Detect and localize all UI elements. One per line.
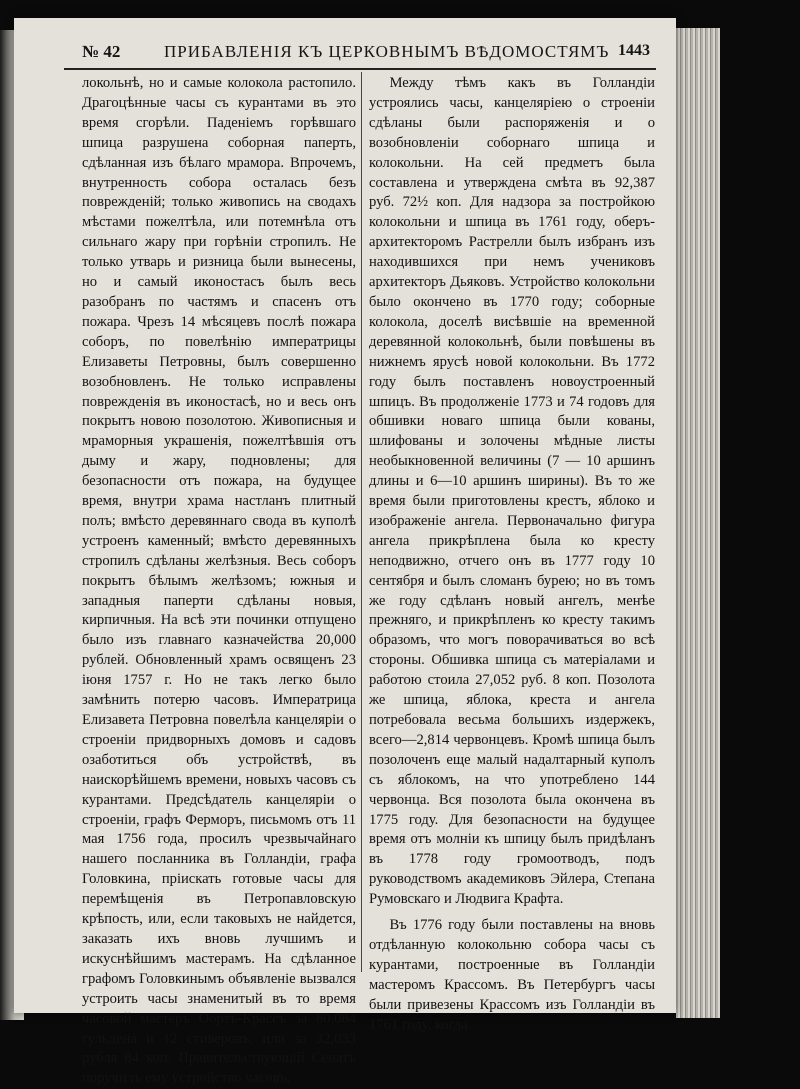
running-title: ПРИБАВЛЕНІЯ КЪ ЦЕРКОВНЫМЪ ВѢДОМОСТЯМЪ	[164, 42, 610, 61]
issue-number: № 42	[82, 42, 121, 61]
page-header	[64, 40, 656, 64]
column-divider	[361, 72, 362, 972]
right-column	[369, 74, 655, 1036]
paragraph: локольнѣ, но и самые колокола растопило. Драгоцѣнные часы съ курантами въ это время сгорѣли. Паденіемъ горѣвшаго шпица разрушена соборная паперть, сдѣланная изъ бѣлаго мрамора. Впрочемъ, внутренность собора осталась безъ поврежденій; только живопись на сводахъ мѣстами пожелтѣла, или потемнѣла отъ сильнаго жару при горѣніи стропилъ. Не только утварь и ризница были вынесены, но и самый иконостасъ былъ весь разобранъ по частямъ и спасенъ отъ пожара. Чрезъ 14 мѣсяцевъ послѣ пожара соборъ, по повелѣнію императрицы Елизаветы Петровны, былъ совершенно возобновленъ. Не только исправлены поврежденія въ иконостасѣ, но и весь онъ покрытъ новою позолотою. Живописныя и мраморныя украшенія, пожелтѣвшія отъ дыму и жару, подновлены; для безопасности отъ пожара, на будущее время, внутри храма настланъ плитный полъ; вмѣсто деревяннаго свода въ куполѣ устроенъ каменный; вмѣсто деревянныхъ стропилъ сдѣланы желѣзныя. Весь соборъ покрытъ бѣлымъ желѣзомъ; южныя и западныя паперти сдѣланы новыя, кирпичныя. На всѣ эти починки отпущено было изъ главнаго казначейства 20,000 рублей. Обновленный храмъ освященъ 23 іюня 1757 г. Но не такъ легко было замѣнить потерю часовъ. Императрица Елизавета Петровна повелѣла канцеляріи о строеніи придворныхъ домовъ и садовъ озаботиться объ устройствѣ, въ наискорѣйшемъ времени, новыхъ часовъ съ курантами. Предсѣдатель канцеляріи о строеніи, графъ Ферморъ, письмомъ отъ 11 мая 1756 года, просилъ чрезвычайнаго нашего посланника въ Голландіи, графа Головкина, пріискать готовые часы для перемѣщенія въ Петропавловскую крѣпость, или, если таковыхъ не найдется, заказать ихъ вновь лучшимъ и искуснѣйшимъ мастерамъ. На сдѣланное графомъ Головкинымъ объявленіе вызвался устроить часы знаменитый въ то время часовой мастеръ Оортъ-Крассъ за 80,084 гульдена и 12 стиверовъ, или за 32,033 рубля 84 коп. Правительствующій Сенатъ поручилъ ему устройство часовъ.	[82, 75, 356, 1087]
page-number: 1443	[618, 42, 650, 59]
left-column	[82, 74, 356, 1089]
header-rule	[64, 68, 656, 70]
paragraph: Въ 1776 году были поставлены на вновь отдѣланную колокольню собора часы съ курантами, построенные въ Голландіи мастеромъ Крассомъ. Въ Петербургъ часы были привезены Крассомъ изъ Голландіи въ 1761 году, когда	[369, 917, 655, 1033]
paragraph: Между тѣмъ какъ въ Голландіи устроялись часы, канцеляріею о строеніи сдѣланы были распоряженія и о возобновленіи соборнаго шпица и колокольни. На сей предметъ была составлена и утверждена смѣта въ 92,387 руб. 72½ коп. Для надзора за постройкою колокольни и шпица въ 1761 году, оберъ-архитекторомъ Растрелли былъ избранъ изъ находившихся при немъ учениковъ архитекторъ Дьяковъ. Устройство колокольни было окончено въ 1770 году; соборные колокола, доселѣ висѣвшіе на временной деревянной колокольнѣ, были повѣшены въ нижнемъ ярусѣ новой колокольни. Въ 1772 году былъ поставленъ новоустроенный шпицъ. Въ продолженіе 1773 и 74 годовъ для обшивки новаго шпица были кованы, шлифованы и золочены мѣдные листы необыкновенной величины (7 — 10 аршинъ длины и 6—10 аршинъ ширины). Въ то же время были приготовлены крестъ, яблоко и изображеніе ангела. Первоначально фигура ангела прикрѣплена была ко кресту неподвижно, отчего онъ въ 1777 году 10 сентября и былъ сломанъ бурею; но въ томъ же году сдѣланъ новый ангелъ, менѣе прежняго, и прикрѣпленъ ко кресту такимъ образомъ, что могъ поворачиваться во всѣ стороны. Обшивка шпица съ матеріалами и работою стоила 27,052 руб. 8 коп. Позолота же шпица, яблока, креста и ангела потребовала весьма большихъ издержекъ, всего—2,814 червонцевъ. Кромѣ шпица былъ позолоченъ еще малый надалтарный куполъ съ яблокомъ, на что употреблено 144 червонца. Вся позолота была окончена въ 1775 году. Для безопасности на будущее время отъ молніи къ шпицу былъ придѣланъ въ 1778 году громоотводъ, подъ руководствомъ академиковъ Эйлера, Степана Румовскаго и Людвига Крафта.	[369, 75, 655, 908]
book-page-edges-right	[676, 28, 720, 1018]
